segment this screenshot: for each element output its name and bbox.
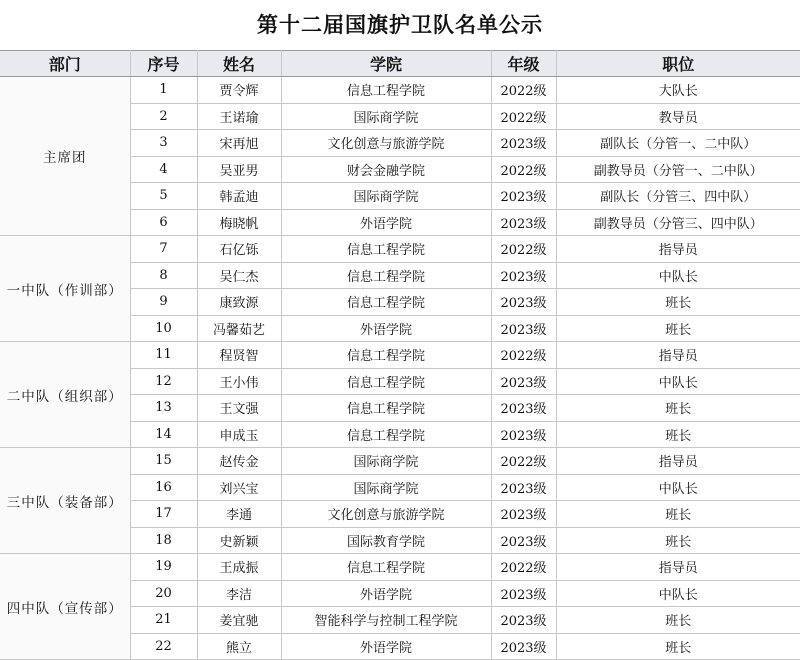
name-cell: 刘兴宝 [197,474,281,501]
name-cell: 石亿铄 [197,236,281,263]
grade-cell: 2023级 [491,421,556,448]
position-cell: 中队长 [556,474,800,501]
position-cell: 指导员 [556,342,800,369]
name-cell: 李通 [197,501,281,528]
college-cell: 外语学院 [281,209,491,236]
name-cell: 王文强 [197,395,281,422]
name-cell: 贾令辉 [197,77,281,104]
no-cell: 17 [130,501,197,528]
header-college: 学院 [281,51,491,77]
header-no: 序号 [130,51,197,77]
college-cell: 国际商学院 [281,474,491,501]
name-cell: 熊立 [197,633,281,660]
no-cell: 18 [130,527,197,554]
grade-cell: 2022级 [491,342,556,369]
position-cell: 班长 [556,315,800,342]
no-cell: 9 [130,289,197,316]
grade-cell: 2023级 [491,315,556,342]
position-cell: 副队长（分管一、二中队） [556,130,800,157]
dept-cell: 主席团 [0,77,130,236]
position-cell: 班长 [556,421,800,448]
position-cell: 指导员 [556,448,800,475]
college-cell: 信息工程学院 [281,368,491,395]
no-cell: 13 [130,395,197,422]
grade-cell: 2023级 [491,474,556,501]
name-cell: 梅晓帆 [197,209,281,236]
no-cell: 11 [130,342,197,369]
no-cell: 19 [130,554,197,581]
grade-cell: 2022级 [491,156,556,183]
grade-cell: 2022级 [491,103,556,130]
grade-cell: 2022级 [491,236,556,263]
grade-cell: 2023级 [491,395,556,422]
college-cell: 国际商学院 [281,103,491,130]
header-grade: 年级 [491,51,556,77]
table-row [0,554,800,581]
grade-cell: 2022级 [491,448,556,475]
grade-cell: 2023级 [491,580,556,607]
college-cell: 外语学院 [281,315,491,342]
no-cell: 10 [130,315,197,342]
name-cell: 姜宜驰 [197,607,281,634]
grade-cell: 2023级 [491,368,556,395]
grade-cell: 2023级 [491,130,556,157]
college-cell: 财会金融学院 [281,156,491,183]
table-row [0,448,800,475]
position-cell: 大队长 [556,77,800,104]
position-cell: 班长 [556,527,800,554]
dept-cell: 四中队（宣传部） [0,554,130,660]
position-cell: 教导员 [556,103,800,130]
name-cell: 吴亚男 [197,156,281,183]
college-cell: 国际商学院 [281,183,491,210]
grade-cell: 2023级 [491,183,556,210]
no-cell: 21 [130,607,197,634]
position-cell: 指导员 [556,554,800,581]
grade-cell: 2023级 [491,289,556,316]
grade-cell: 2023级 [491,262,556,289]
grade-cell: 2023级 [491,209,556,236]
college-cell: 信息工程学院 [281,554,491,581]
college-cell: 国际商学院 [281,448,491,475]
grade-cell: 2023级 [491,501,556,528]
no-cell: 22 [130,633,197,660]
header-position: 职位 [556,51,800,77]
name-cell: 王诺瑜 [197,103,281,130]
position-cell: 副队长（分管三、四中队） [556,183,800,210]
position-cell: 班长 [556,633,800,660]
college-cell: 信息工程学院 [281,395,491,422]
college-cell: 信息工程学院 [281,77,491,104]
header-row [0,51,800,77]
college-cell: 文化创意与旅游学院 [281,130,491,157]
position-cell: 中队长 [556,368,800,395]
name-cell: 程贤智 [197,342,281,369]
no-cell: 8 [130,262,197,289]
no-cell: 4 [130,156,197,183]
name-cell: 李洁 [197,580,281,607]
no-cell: 3 [130,130,197,157]
name-cell: 史新颖 [197,527,281,554]
table-row [0,236,800,263]
no-cell: 12 [130,368,197,395]
college-cell: 文化创意与旅游学院 [281,501,491,528]
grade-cell: 2022级 [491,554,556,581]
name-cell: 吴仁杰 [197,262,281,289]
header-dept: 部门 [0,51,130,77]
college-cell: 外语学院 [281,580,491,607]
no-cell: 2 [130,103,197,130]
position-cell: 班长 [556,289,800,316]
position-cell: 中队长 [556,262,800,289]
college-cell: 信息工程学院 [281,236,491,263]
position-cell: 中队长 [556,580,800,607]
college-cell: 信息工程学院 [281,342,491,369]
table-row [0,342,800,369]
name-cell: 宋再旭 [197,130,281,157]
dept-cell: 二中队（组织部） [0,342,130,448]
dept-cell: 三中队（装备部） [0,448,130,554]
name-cell: 冯馨茹艺 [197,315,281,342]
header-name: 姓名 [197,51,281,77]
college-cell: 信息工程学院 [281,262,491,289]
no-cell: 15 [130,448,197,475]
position-cell: 班长 [556,395,800,422]
name-cell: 康致源 [197,289,281,316]
no-cell: 5 [130,183,197,210]
name-cell: 王小伟 [197,368,281,395]
no-cell: 6 [130,209,197,236]
no-cell: 14 [130,421,197,448]
grade-cell: 2022级 [491,77,556,104]
position-cell: 班长 [556,501,800,528]
grade-cell: 2023级 [491,607,556,634]
name-cell: 韩孟迪 [197,183,281,210]
grade-cell: 2023级 [491,633,556,660]
name-cell: 申成玉 [197,421,281,448]
no-cell: 20 [130,580,197,607]
college-cell: 外语学院 [281,633,491,660]
no-cell: 1 [130,77,197,104]
no-cell: 16 [130,474,197,501]
college-cell: 信息工程学院 [281,421,491,448]
no-cell: 7 [130,236,197,263]
roster-table [0,50,800,660]
grade-cell: 2023级 [491,527,556,554]
dept-cell: 一中队（作训部） [0,236,130,342]
name-cell: 王成振 [197,554,281,581]
table-row [0,77,800,104]
college-cell: 国际教育学院 [281,527,491,554]
position-cell: 指导员 [556,236,800,263]
position-cell: 班长 [556,607,800,634]
college-cell: 信息工程学院 [281,289,491,316]
roster-body [0,77,800,660]
college-cell: 智能科学与控制工程学院 [281,607,491,634]
page-title: 第十二届国旗护卫队名单公示 [257,13,543,37]
position-cell: 副教导员（分管三、四中队） [556,209,800,236]
name-cell: 赵传金 [197,448,281,475]
position-cell: 副教导员（分管一、二中队） [556,156,800,183]
